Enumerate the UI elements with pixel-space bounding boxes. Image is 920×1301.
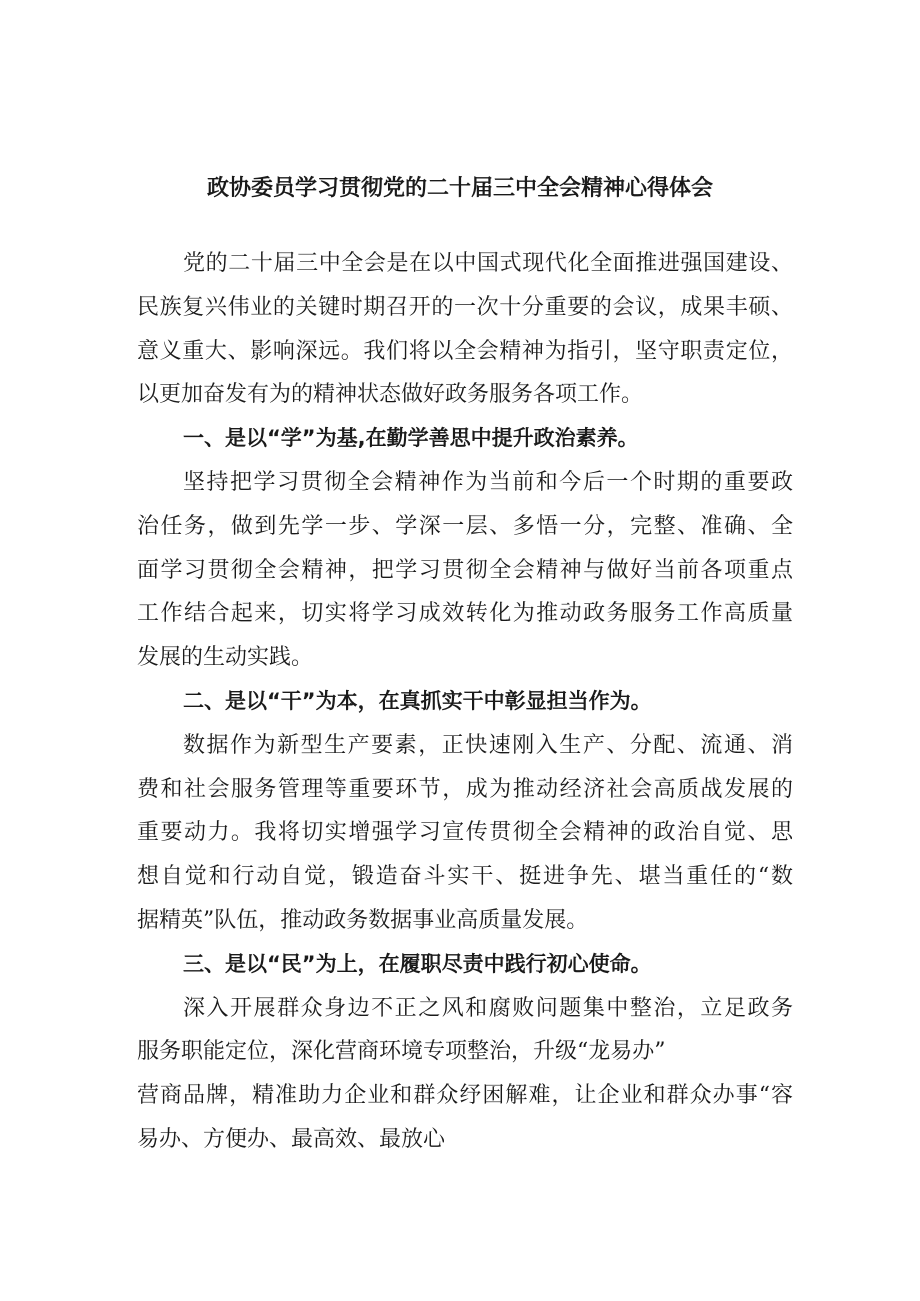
paragraph-line: 工作结合起来，切实将学习成效转化为推动政务服务工作高质量 [137, 601, 793, 627]
paragraph-line: 坚持把学习贯彻全会精神作为当前和今后一个时期的重要政 [183, 469, 793, 495]
section-heading: 一、是以“学”为基,在勤学善思中提升政治素养。 [183, 426, 639, 451]
paragraph-line: 深入开展群众身边不正之风和腐败问题集中整治，立足政务 [183, 995, 793, 1021]
paragraph-line: 服务职能定位，深化营商环境专项整治，升级“龙易办” [137, 1039, 666, 1065]
document-title: 政协委员学习贯彻党的二十届三中全会精神心得体会 [206, 176, 713, 201]
paragraph-line: 想自觉和行动自觉，锻造奋斗实干、挺进争先、堪当重任的“数 [137, 864, 793, 890]
paragraph-line: 发展的生动实践。 [137, 645, 314, 671]
section-heading: 二、是以“干”为本，在真抓实干中彰显担当作为。 [183, 688, 652, 713]
paragraph-line: 党的二十届三中全会是在以中国式现代化全面推进强国建设、 [183, 251, 793, 276]
paragraph-line: 据精英”队伍，推动政务数据事业高质量发展。 [137, 907, 589, 933]
paragraph-line: 重要动力。我将切实增强学习宣传贯彻全会精神的政治自觉、思 [137, 820, 793, 846]
paragraph-line: 易办、方便办、最高效、最放心 [137, 1126, 446, 1152]
document-body [137, 242, 793, 1162]
paragraph-line: 费和社会服务管理等重要环节，成为推动经济社会高质战发展的 [137, 776, 793, 802]
section-heading: 三、是以“民”为上，在履职尽责中践行初心使命。 [183, 951, 652, 976]
paragraph-line: 意义重大、影响深远。我们将以全会精神为指引，坚守职责定位， [137, 338, 793, 364]
paragraph-line: 以更加奋发有为的精神状态做好政务服务各项工作。 [137, 382, 644, 408]
paragraph-line: 面学习贯彻全会精神，把学习贯彻全会精神与做好当前各项重点 [137, 557, 793, 583]
paragraph-line: 营商品牌，精准助力企业和群众纾困解难，让企业和群众办事“容 [137, 1083, 793, 1109]
paragraph-line: 数据作为新型生产要素，正快速刚入生产、分配、流通、消 [183, 732, 793, 758]
paragraph-line: 民族复兴伟业的关键时期召开的一次十分重要的会议，成果丰硕、 [137, 294, 793, 320]
paragraph-line: 治任务，做到先学一步、学深一层、多悟一分，完整、准确、全 [137, 513, 793, 539]
